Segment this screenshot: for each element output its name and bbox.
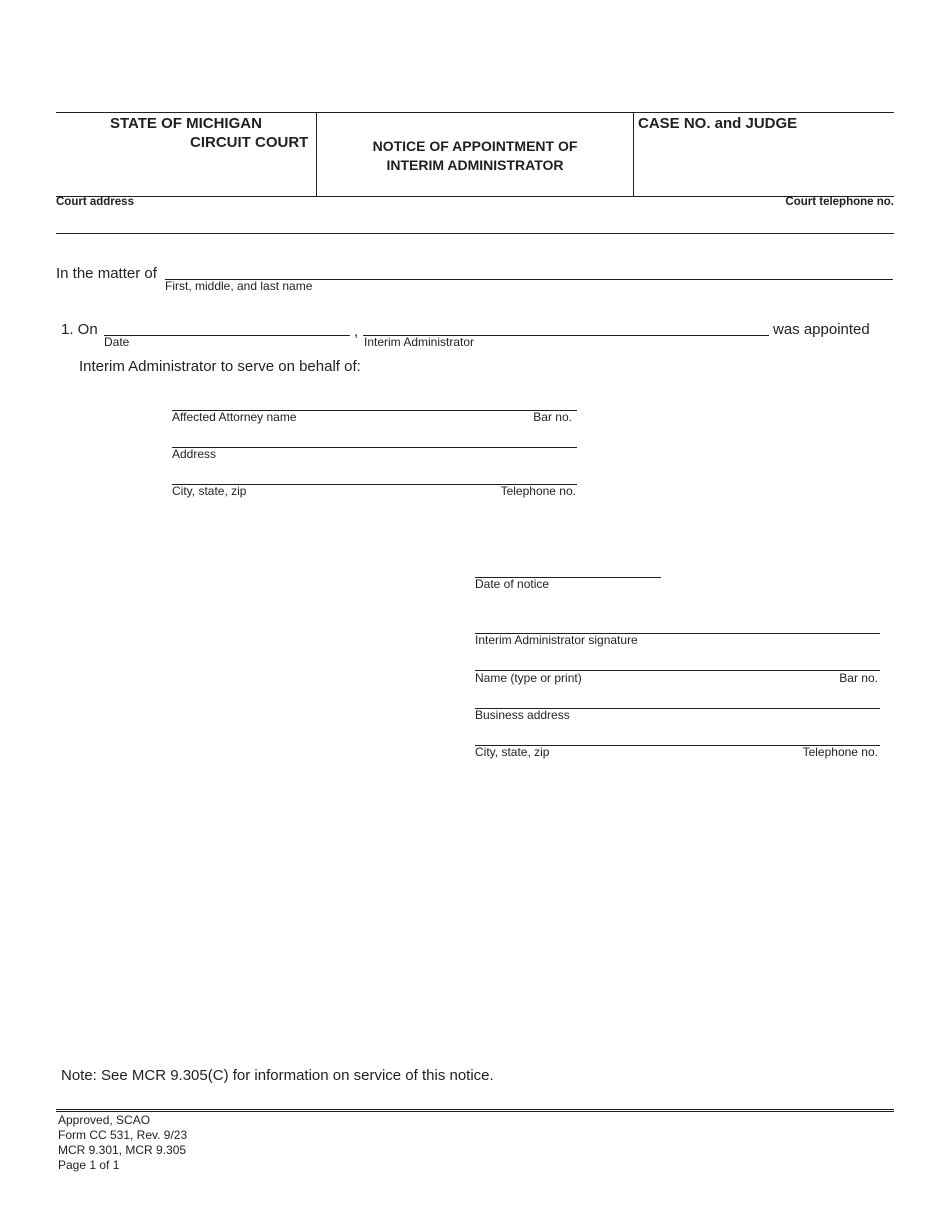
interim-administrator-caption: Interim Administrator [364, 335, 475, 349]
item1-on: 1. On [61, 321, 98, 338]
date-of-notice-caption: Date of notice [475, 577, 550, 591]
item1-comma: , [354, 323, 359, 340]
business-address-caption: Business address [475, 708, 570, 722]
admin-telephone-caption: Telephone no. [802, 745, 878, 759]
case-no-judge-label: CASE NO. and JUDGE [638, 115, 798, 132]
affected-address-field[interactable] [172, 447, 577, 448]
appointment-date-field[interactable] [104, 335, 350, 336]
appointment-date-caption: Date [104, 335, 130, 349]
header-top-rule [56, 112, 894, 113]
affected-bar-caption: Bar no. [533, 410, 572, 424]
state-label: STATE OF MICHIGAN [110, 115, 262, 132]
form-title-line2: INTERIM ADMINISTRATOR [386, 157, 564, 173]
court-address-label: Court address [56, 196, 134, 208]
court-info-rule [56, 233, 894, 234]
item1-line2: Interim Administrator to serve on behalf of: [79, 358, 361, 375]
affected-city-caption: City, state, zip [172, 484, 247, 498]
footer-rule-bottom [56, 1111, 894, 1112]
matter-name-caption: First, middle, and last name [165, 279, 313, 293]
affected-address-caption: Address [172, 447, 217, 461]
signature-caption: Interim Administrator signature [475, 633, 638, 647]
was-appointed-text: was appointed [773, 321, 870, 338]
header-divider-right [633, 112, 634, 196]
admin-name-caption: Name (type or print) [475, 671, 582, 685]
service-note: Note: See MCR 9.305(C) for information on service of this notice. [61, 1067, 494, 1084]
footer-page: Page 1 of 1 [58, 1158, 120, 1172]
footer-mcr: MCR 9.301, MCR 9.305 [58, 1143, 187, 1157]
footer-form-number: Form CC 531, Rev. 9/23 [58, 1128, 188, 1142]
affected-attorney-name-caption: Affected Attorney name [172, 410, 297, 424]
court-telephone-label: Court telephone no. [785, 196, 894, 208]
affected-telephone-caption: Telephone no. [500, 484, 576, 498]
form-title-line1: NOTICE OF APPOINTMENT OF [372, 138, 578, 154]
footer-info [58, 1113, 187, 1173]
court-label: CIRCUIT COURT [190, 134, 309, 151]
admin-city-caption: City, state, zip [475, 745, 550, 759]
admin-bar-caption: Bar no. [839, 671, 878, 685]
footer-rule-top [56, 1109, 894, 1110]
matter-prefix: In the matter of [56, 265, 157, 282]
footer-approved: Approved, SCAO [58, 1113, 151, 1127]
form-title [317, 137, 633, 175]
